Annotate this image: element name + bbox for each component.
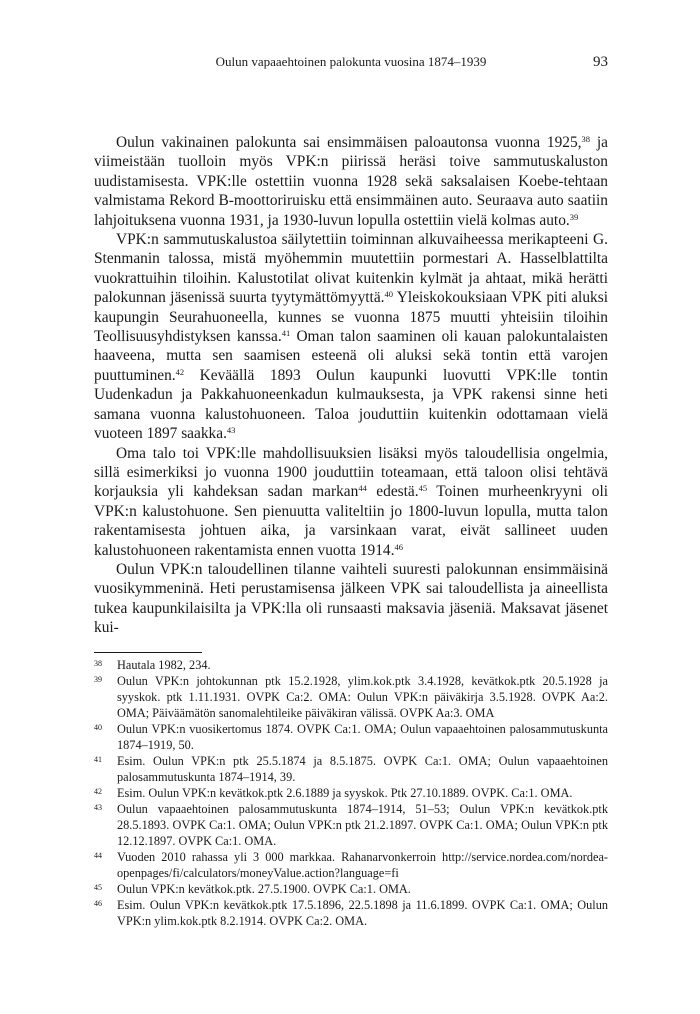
footnote-reference: 46	[394, 541, 403, 552]
body-paragraph	[94, 133, 608, 230]
body-paragraph	[94, 560, 608, 638]
footnote	[94, 881, 608, 897]
footnote-text: Esim. Oulun VPK:n ptk 25.5.1874 ja 8.5.1875. OVPK Ca:1. OMA; Oulun vapaaehtoinen palosammutuskunta 1874–1914, 39.	[117, 754, 608, 784]
footnote-number: 45	[94, 883, 102, 892]
footnote-reference: 40	[384, 289, 394, 300]
paragraph-text: Oma talo toi VPK:lle mahdollisuuksien lisäksi myös taloudellisia ongelmia, sillä esimerkiksi jo vuonna 1900 jouduttiin toteamaan, että taloon olisi tehtävä korjauksia yli kahdeksan sadan markan	[94, 444, 608, 501]
footnote-reference: 43	[226, 425, 236, 436]
footnote-text: Esim. Oulun VPK:n kevätkok.ptk 2.6.1889 ja syyskok. Ptk 27.10.1889. OVPK. Ca:1. OMA.	[117, 786, 573, 800]
footnote	[94, 897, 608, 929]
page-number: 93	[593, 54, 608, 70]
footnote-text: Oulun vapaaehtoinen palosammutuskunta 1874–1914, 51–53; Oulun VPK:n kevätkok.ptk 28.5.1893. OVPK Ca:1. OMA; Oulun VPK:n ptk 21.2.1897. OVPK Ca:1. OMA; Oulun VPK:n ptk 12.12.1897. OVPK Ca:1. OMA.	[117, 802, 608, 848]
footnote-number: 38	[94, 659, 102, 668]
body-paragraph	[94, 444, 608, 560]
paragraph-text: Toinen murheenkryyni oli VPK:n kalustohuone. Sen pienuutta valiteltiin jo 1800-luvun lopulla, mutta talon rakentamisesta johtuen aika, ja varsinkaan varat, eivät sallineet uuden kalustohuoneen rakentamista ennen vuotta 1914.	[94, 483, 608, 559]
footnote-number: 40	[94, 723, 102, 732]
footnote	[94, 801, 608, 849]
footnote	[94, 849, 608, 881]
footnote-reference: 45	[418, 483, 428, 494]
paragraph-text: Oulun VPK:n taloudellinen tilanne vaihteli suuresti palokunnan ensimmäisinä vuosikymmeninä. Heti perustamisensa jälkeen VPK sai taloudellista ja aineellista tukea kaupunkilaisilta ja VPK:lla oli runsaasti maksavia jäseniä. Maksavat jäsenet kui-	[94, 560, 608, 637]
paragraph-text: Keväällä 1893 Oulun kaupunki luovutti VPK:lle tontin Uudenkadun ja Pakkahuoneenkadun kulmauksesta, ja VPK rakensi sinne heti samana vuonna kalustohuoneen. Taloa jouduttiin kuitenkin odottamaan vielä vuoteen 1897 saakka.	[94, 366, 608, 443]
footnote-number: 42	[94, 787, 102, 796]
footnotes	[94, 657, 608, 929]
body-text	[94, 133, 608, 638]
footnote-text: Vuoden 2010 rahassa yli 3 000 markkaa. Rahanarvonkerroin http://service.nordea.com/nordea-openpages/fi/calculators/moneyValue.action?language=fi	[117, 850, 608, 880]
footnote-text: Oulun VPK:n kevätkok.ptk. 27.5.1900. OVPK Ca:1. OMA.	[117, 882, 411, 896]
body-paragraph	[94, 230, 608, 443]
paragraph-text: Oulun vakinainen palokunta sai ensimmäisen paloautonsa vuonna 1925,	[116, 134, 582, 151]
paragraph-text: Oman talon saaminen oli kauan palokuntalaisten haaveena, mutta sen saamisen esteenä oli aluksi sekä tontin että varojen puuttuminen.	[94, 328, 608, 384]
footnote-text: Hautala 1982, 234.	[117, 658, 211, 672]
footnote-reference: 38	[581, 134, 591, 144]
footnote-number: 44	[94, 851, 102, 860]
paragraph-text: ja viimeistään tuolloin myös VPK:n piirissä heräsi toive sammutuskaluston uudistamisesta. VPK:lle ostettiin vuonna 1928 sekä saksalaisen Koebe-tehtaan valmistama Rekord B-moottoriruisku että ensimmäinen auto. Seuraava auto saatiin lahjoituksena vuonna 1931, ja 1930-luvun lopulla ostettiin vielä kolmas auto.	[94, 134, 608, 229]
paragraph-text: Yleiskokouksiaan VPK piti aluksi kaupungin Seurahuoneella, kunnes se vuonna 1875 muutti yhteisiin tiloihin Teollisuusyhdistyksen kanssa.	[94, 289, 608, 346]
footnote-reference: 39	[569, 211, 579, 222]
footnote-text: Esim. Oulun VPK:n kevätkok.ptk 17.5.1896, 22.5.1898 ja 11.6.1899. OVPK Ca:1. OMA; Oulun VPK:n ylim.kok.ptk 8.2.1914. OVPK Ca:2. OMA.	[117, 898, 608, 928]
footnote-text: Oulun VPK:n vuosikertomus 1874. OVPK Ca:1. OMA; Oulun vapaaehtoinen palosammutuskunta 1874–1919, 50.	[117, 722, 608, 752]
footnote-reference: 42	[175, 366, 185, 377]
paragraph-text: edestä.	[366, 483, 419, 501]
footnote	[94, 753, 608, 785]
footnote-text: Oulun VPK:n johtokunnan ptk 15.2.1928, ylim.kok.ptk 3.4.1928, kevätkok.ptk 20.5.1928 ja syyskok. ptk 1.11.1931. OVPK Ca:2. OMA: Oulun VPK:n päiväkirja 3.5.1928. OVPK Aa:2. OMA; Päiväämätön sanomalehtileike päiväkiran välissä. OVPK Aa:3. OMA	[117, 674, 608, 720]
paragraph-text: VPK:n sammutuskalustoa säilytettiin toiminnan alkuvaiheessa merikapteeni G. Stenmanin talossa, mistä myöhemmin muutettiin pormestari A. Hasselblattilta vuokrattuihin tiloihin. Kalustotilat olivat kuitenkin kylmät ja ahtaat, mikä herätti palokunnan jäsenissä suurta tyytymättömyyttä.	[94, 231, 608, 307]
footnote	[94, 785, 608, 801]
footnote-reference: 41	[281, 328, 291, 339]
footnote-number: 43	[94, 803, 102, 812]
footnote-number: 39	[94, 675, 102, 684]
footnote-divider	[94, 652, 202, 653]
footnote	[94, 673, 608, 721]
footnote	[94, 657, 608, 673]
footnote-number: 41	[94, 755, 102, 764]
running-title: Oulun vapaaehtoinen palokunta vuosina 1874–1939	[215, 54, 487, 69]
footnote	[94, 721, 608, 753]
running-header	[94, 52, 608, 72]
footnote-reference: 44	[358, 483, 367, 494]
footnote-number: 46	[94, 899, 102, 908]
